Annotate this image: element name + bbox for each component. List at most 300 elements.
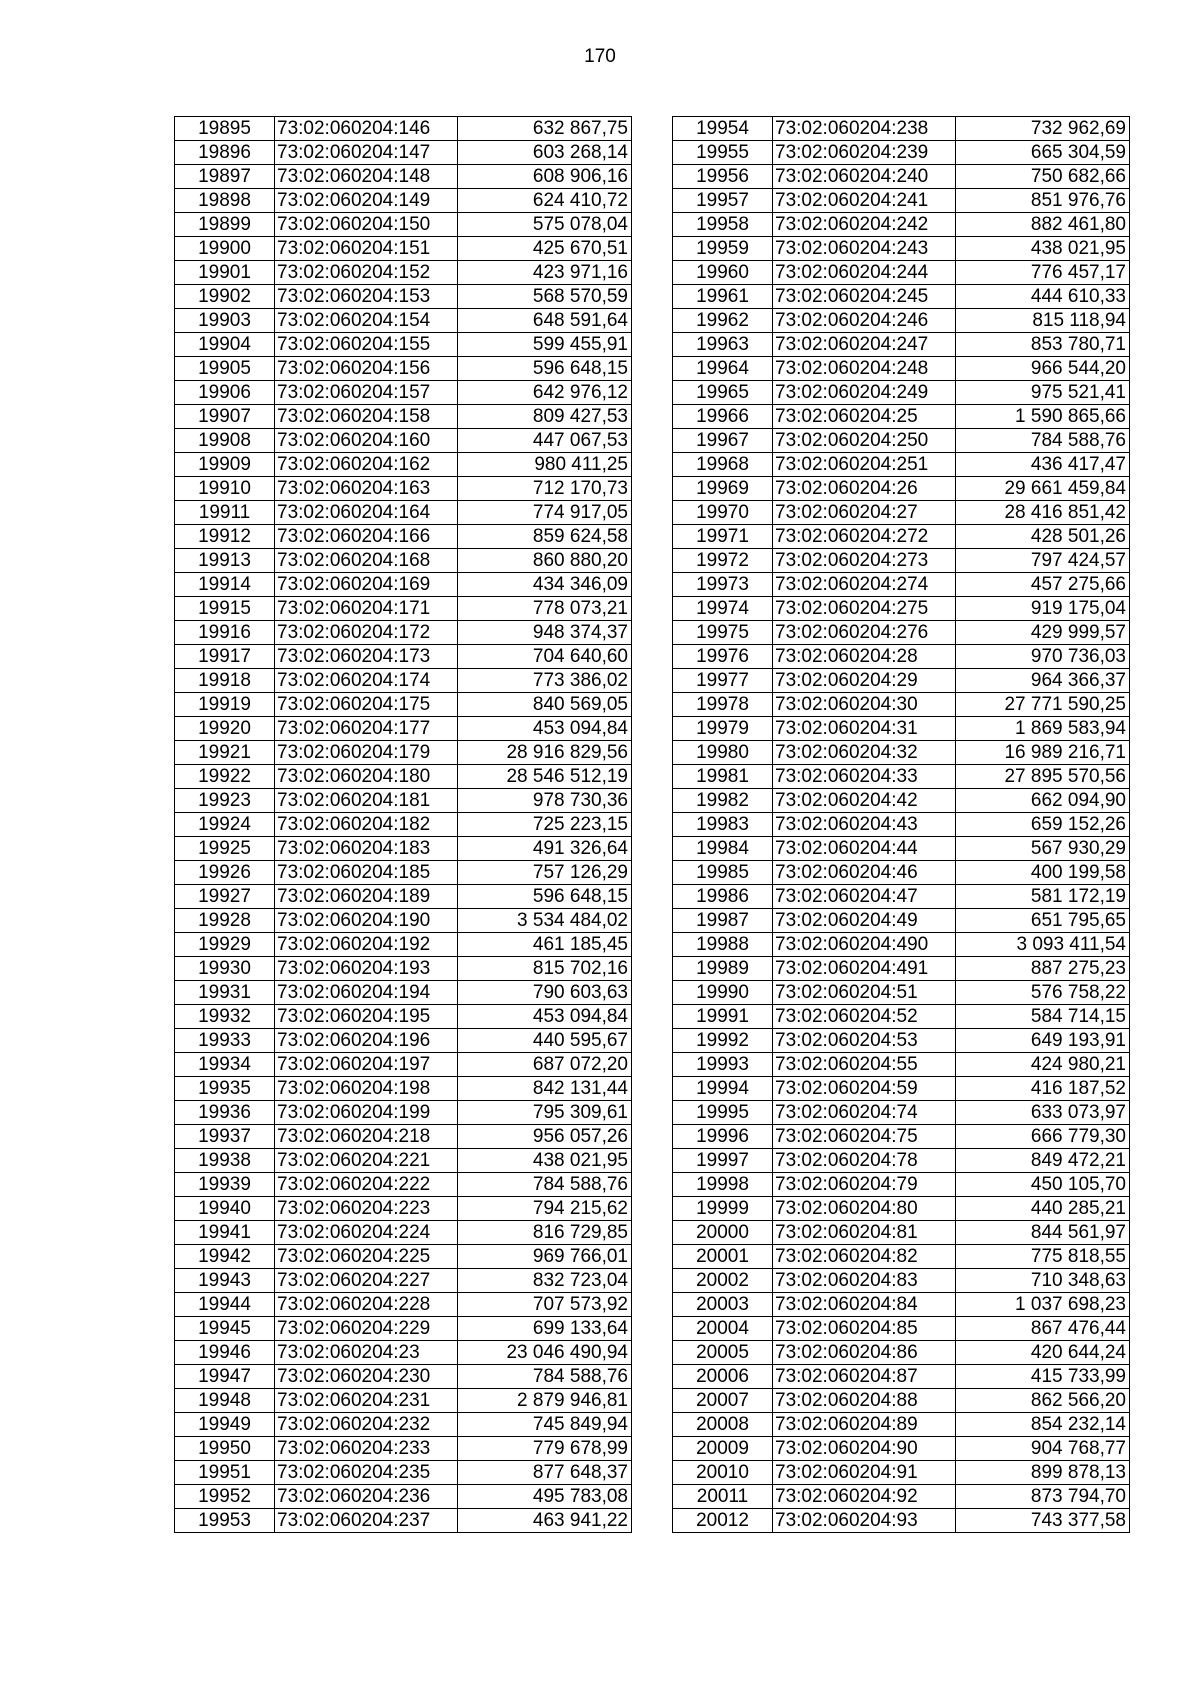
row-number-cell: 19963 — [673, 333, 773, 357]
row-number-cell: 19953 — [175, 1509, 275, 1533]
value-cell: 784 588,76 — [458, 1365, 632, 1389]
table-row — [175, 957, 632, 981]
row-number-cell: 19906 — [175, 381, 275, 405]
row-number-cell: 19914 — [175, 573, 275, 597]
row-number-cell: 19898 — [175, 189, 275, 213]
value-cell: 642 976,12 — [458, 381, 632, 405]
value-cell: 757 126,29 — [458, 861, 632, 885]
table-row — [175, 1509, 632, 1533]
table-row — [673, 813, 1130, 837]
row-number-cell: 19981 — [673, 765, 773, 789]
row-number-cell: 19975 — [673, 621, 773, 645]
cadastral-number-cell: 73:02:060204:236 — [275, 1485, 458, 1509]
table-row — [673, 477, 1130, 501]
cadastral-number-cell: 73:02:060204:224 — [275, 1221, 458, 1245]
cadastral-number-cell: 73:02:060204:173 — [275, 645, 458, 669]
table-row — [175, 1101, 632, 1125]
table-row — [175, 525, 632, 549]
value-cell: 687 072,20 — [458, 1053, 632, 1077]
cadastral-number-cell: 73:02:060204:92 — [773, 1485, 956, 1509]
value-cell: 707 573,92 — [458, 1293, 632, 1317]
cadastral-number-cell: 73:02:060204:241 — [773, 189, 956, 213]
table-row — [175, 213, 632, 237]
value-cell: 840 569,05 — [458, 693, 632, 717]
cadastral-number-cell: 73:02:060204:23 — [275, 1341, 458, 1365]
value-cell: 699 133,64 — [458, 1317, 632, 1341]
value-cell: 882 461,80 — [956, 213, 1130, 237]
row-number-cell: 19924 — [175, 813, 275, 837]
cadastral-number-cell: 73:02:060204:166 — [275, 525, 458, 549]
row-number-cell: 19938 — [175, 1149, 275, 1173]
table-row — [673, 285, 1130, 309]
table-row — [673, 1173, 1130, 1197]
row-number-cell: 19908 — [175, 429, 275, 453]
table-row — [673, 1293, 1130, 1317]
value-cell: 453 094,84 — [458, 1005, 632, 1029]
row-number-cell: 19947 — [175, 1365, 275, 1389]
value-cell: 659 152,26 — [956, 813, 1130, 837]
value-cell: 784 588,76 — [956, 429, 1130, 453]
table-row — [673, 1005, 1130, 1029]
table-row — [673, 165, 1130, 189]
table-row — [175, 1125, 632, 1149]
table-row — [673, 573, 1130, 597]
value-cell: 867 476,44 — [956, 1317, 1130, 1341]
row-number-cell: 19988 — [673, 933, 773, 957]
table-row — [175, 453, 632, 477]
row-number-cell: 19900 — [175, 237, 275, 261]
value-cell: 774 917,05 — [458, 501, 632, 525]
cadastral-number-cell: 73:02:060204:46 — [773, 861, 956, 885]
value-cell: 575 078,04 — [458, 213, 632, 237]
table-row — [673, 1413, 1130, 1437]
value-cell: 970 736,03 — [956, 645, 1130, 669]
row-number-cell: 19919 — [175, 693, 275, 717]
row-number-cell: 19985 — [673, 861, 773, 885]
row-number-cell: 19969 — [673, 477, 773, 501]
table-row — [175, 1413, 632, 1437]
cadastral-number-cell: 73:02:060204:231 — [275, 1389, 458, 1413]
cadastral-number-cell: 73:02:060204:160 — [275, 429, 458, 453]
table-row — [175, 285, 632, 309]
table-row — [673, 1101, 1130, 1125]
table-row — [673, 381, 1130, 405]
cadastral-number-cell: 73:02:060204:87 — [773, 1365, 956, 1389]
cadastral-number-cell: 73:02:060204:490 — [773, 933, 956, 957]
value-cell: 794 215,62 — [458, 1197, 632, 1221]
table-row — [175, 981, 632, 1005]
cadastral-number-cell: 73:02:060204:192 — [275, 933, 458, 957]
row-number-cell: 19948 — [175, 1389, 275, 1413]
cadastral-number-cell: 73:02:060204:81 — [773, 1221, 956, 1245]
cadastral-number-cell: 73:02:060204:175 — [275, 693, 458, 717]
row-number-cell: 19897 — [175, 165, 275, 189]
value-cell: 790 603,63 — [458, 981, 632, 1005]
left-registry-table — [174, 116, 632, 1533]
cadastral-number-cell: 73:02:060204:88 — [773, 1389, 956, 1413]
value-cell: 860 880,20 — [458, 549, 632, 573]
row-number-cell: 19941 — [175, 1221, 275, 1245]
value-cell: 877 648,37 — [458, 1461, 632, 1485]
table-row — [175, 741, 632, 765]
row-number-cell: 19929 — [175, 933, 275, 957]
value-cell: 776 457,17 — [956, 261, 1130, 285]
row-number-cell: 19935 — [175, 1077, 275, 1101]
table-row — [673, 1269, 1130, 1293]
row-number-cell: 19993 — [673, 1053, 773, 1077]
cadastral-number-cell: 73:02:060204:276 — [773, 621, 956, 645]
table-row — [175, 1053, 632, 1077]
cadastral-number-cell: 73:02:060204:52 — [773, 1005, 956, 1029]
row-number-cell: 19984 — [673, 837, 773, 861]
row-number-cell: 19946 — [175, 1341, 275, 1365]
row-number-cell: 19979 — [673, 717, 773, 741]
value-cell: 584 714,15 — [956, 1005, 1130, 1029]
table-row — [673, 525, 1130, 549]
row-number-cell: 19904 — [175, 333, 275, 357]
cadastral-number-cell: 73:02:060204:146 — [275, 117, 458, 141]
table-row — [673, 213, 1130, 237]
table-row — [673, 1461, 1130, 1485]
table-row — [175, 1269, 632, 1293]
table-row — [175, 1197, 632, 1221]
cadastral-number-cell: 73:02:060204:168 — [275, 549, 458, 573]
value-cell: 28 916 829,56 — [458, 741, 632, 765]
row-number-cell: 19937 — [175, 1125, 275, 1149]
table-row — [673, 909, 1130, 933]
cadastral-number-cell: 73:02:060204:243 — [773, 237, 956, 261]
value-cell: 444 610,33 — [956, 285, 1130, 309]
table-row — [175, 261, 632, 285]
table-row — [175, 885, 632, 909]
value-cell: 495 783,08 — [458, 1485, 632, 1509]
cadastral-number-cell: 73:02:060204:154 — [275, 309, 458, 333]
value-cell: 919 175,04 — [956, 597, 1130, 621]
cadastral-number-cell: 73:02:060204:193 — [275, 957, 458, 981]
cadastral-number-cell: 73:02:060204:275 — [773, 597, 956, 621]
cadastral-number-cell: 73:02:060204:29 — [773, 669, 956, 693]
table-row — [175, 1341, 632, 1365]
table-row — [673, 1197, 1130, 1221]
table-row — [673, 1221, 1130, 1245]
row-number-cell: 19896 — [175, 141, 275, 165]
value-cell: 648 591,64 — [458, 309, 632, 333]
value-cell: 969 766,01 — [458, 1245, 632, 1269]
cadastral-number-cell: 73:02:060204:74 — [773, 1101, 956, 1125]
row-number-cell: 19983 — [673, 813, 773, 837]
row-number-cell: 19989 — [673, 957, 773, 981]
row-number-cell: 19944 — [175, 1293, 275, 1317]
value-cell: 599 455,91 — [458, 333, 632, 357]
cadastral-number-cell: 73:02:060204:189 — [275, 885, 458, 909]
table-row — [175, 861, 632, 885]
cadastral-number-cell: 73:02:060204:174 — [275, 669, 458, 693]
table-row — [175, 1029, 632, 1053]
table-row — [673, 621, 1130, 645]
value-cell: 400 199,58 — [956, 861, 1130, 885]
cadastral-number-cell: 73:02:060204:237 — [275, 1509, 458, 1533]
table-row — [673, 1317, 1130, 1341]
row-number-cell: 20012 — [673, 1509, 773, 1533]
value-cell: 23 046 490,94 — [458, 1341, 632, 1365]
value-cell: 1 590 865,66 — [956, 405, 1130, 429]
table-row — [673, 741, 1130, 765]
value-cell: 732 962,69 — [956, 117, 1130, 141]
value-cell: 809 427,53 — [458, 405, 632, 429]
cadastral-number-cell: 73:02:060204:150 — [275, 213, 458, 237]
value-cell: 904 768,77 — [956, 1437, 1130, 1461]
table-row — [175, 549, 632, 573]
cadastral-number-cell: 73:02:060204:246 — [773, 309, 956, 333]
cadastral-number-cell: 73:02:060204:86 — [773, 1341, 956, 1365]
cadastral-number-cell: 73:02:060204:31 — [773, 717, 956, 741]
value-cell: 453 094,84 — [458, 717, 632, 741]
value-cell: 1 037 698,23 — [956, 1293, 1130, 1317]
row-number-cell: 19926 — [175, 861, 275, 885]
table-row — [175, 501, 632, 525]
value-cell: 2 879 946,81 — [458, 1389, 632, 1413]
row-number-cell: 19955 — [673, 141, 773, 165]
value-cell: 1 869 583,94 — [956, 717, 1130, 741]
row-number-cell: 19978 — [673, 693, 773, 717]
value-cell: 568 570,59 — [458, 285, 632, 309]
table-row — [673, 1149, 1130, 1173]
value-cell: 596 648,15 — [458, 357, 632, 381]
row-number-cell: 19964 — [673, 357, 773, 381]
row-number-cell: 19961 — [673, 285, 773, 309]
row-number-cell: 20000 — [673, 1221, 773, 1245]
cadastral-number-cell: 73:02:060204:198 — [275, 1077, 458, 1101]
row-number-cell: 19911 — [175, 501, 275, 525]
row-number-cell: 19923 — [175, 789, 275, 813]
cadastral-number-cell: 73:02:060204:221 — [275, 1149, 458, 1173]
value-cell: 416 187,52 — [956, 1077, 1130, 1101]
cadastral-number-cell: 73:02:060204:55 — [773, 1053, 956, 1077]
table-row — [175, 765, 632, 789]
row-number-cell: 19952 — [175, 1485, 275, 1509]
row-number-cell: 19910 — [175, 477, 275, 501]
cadastral-number-cell: 73:02:060204:42 — [773, 789, 956, 813]
table-row — [673, 765, 1130, 789]
cadastral-number-cell: 73:02:060204:244 — [773, 261, 956, 285]
row-number-cell: 19995 — [673, 1101, 773, 1125]
cadastral-number-cell: 73:02:060204:248 — [773, 357, 956, 381]
table-row — [175, 597, 632, 621]
cadastral-number-cell: 73:02:060204:229 — [275, 1317, 458, 1341]
row-number-cell: 19998 — [673, 1173, 773, 1197]
cadastral-number-cell: 73:02:060204:157 — [275, 381, 458, 405]
cadastral-number-cell: 73:02:060204:172 — [275, 621, 458, 645]
value-cell: 450 105,70 — [956, 1173, 1130, 1197]
value-cell: 567 930,29 — [956, 837, 1130, 861]
table-row — [673, 1341, 1130, 1365]
value-cell: 596 648,15 — [458, 885, 632, 909]
table-row — [175, 1293, 632, 1317]
row-number-cell: 19991 — [673, 1005, 773, 1029]
value-cell: 649 193,91 — [956, 1029, 1130, 1053]
cadastral-number-cell: 73:02:060204:82 — [773, 1245, 956, 1269]
row-number-cell: 19959 — [673, 237, 773, 261]
value-cell: 778 073,21 — [458, 597, 632, 621]
table-row — [175, 309, 632, 333]
value-cell: 29 661 459,84 — [956, 477, 1130, 501]
cadastral-number-cell: 73:02:060204:190 — [275, 909, 458, 933]
value-cell: 3 534 484,02 — [458, 909, 632, 933]
row-number-cell: 19895 — [175, 117, 275, 141]
row-number-cell: 19943 — [175, 1269, 275, 1293]
page-number: 170 — [584, 46, 616, 67]
row-number-cell: 20011 — [673, 1485, 773, 1509]
table-row — [175, 165, 632, 189]
row-number-cell: 19934 — [175, 1053, 275, 1077]
row-number-cell: 19915 — [175, 597, 275, 621]
value-cell: 745 849,94 — [458, 1413, 632, 1437]
row-number-cell: 19922 — [175, 765, 275, 789]
cadastral-number-cell: 73:02:060204:162 — [275, 453, 458, 477]
cadastral-number-cell: 73:02:060204:242 — [773, 213, 956, 237]
cadastral-number-cell: 73:02:060204:183 — [275, 837, 458, 861]
value-cell: 775 818,55 — [956, 1245, 1130, 1269]
table-row — [175, 693, 632, 717]
cadastral-number-cell: 73:02:060204:225 — [275, 1245, 458, 1269]
value-cell: 851 976,76 — [956, 189, 1130, 213]
table-row — [175, 717, 632, 741]
row-number-cell: 19936 — [175, 1101, 275, 1125]
row-number-cell: 19927 — [175, 885, 275, 909]
cadastral-number-cell: 73:02:060204:233 — [275, 1437, 458, 1461]
table-row — [673, 237, 1130, 261]
table-row — [175, 1245, 632, 1269]
cadastral-number-cell: 73:02:060204:238 — [773, 117, 956, 141]
row-number-cell: 19958 — [673, 213, 773, 237]
value-cell: 447 067,53 — [458, 429, 632, 453]
cadastral-number-cell: 73:02:060204:49 — [773, 909, 956, 933]
cadastral-number-cell: 73:02:060204:148 — [275, 165, 458, 189]
table-row — [175, 621, 632, 645]
table-row — [673, 1485, 1130, 1509]
cadastral-number-cell: 73:02:060204:75 — [773, 1125, 956, 1149]
cadastral-number-cell: 73:02:060204:151 — [275, 237, 458, 261]
row-number-cell: 19933 — [175, 1029, 275, 1053]
value-cell: 666 779,30 — [956, 1125, 1130, 1149]
value-cell: 844 561,97 — [956, 1221, 1130, 1245]
table-row — [673, 1053, 1130, 1077]
value-cell: 420 644,24 — [956, 1341, 1130, 1365]
row-number-cell: 19920 — [175, 717, 275, 741]
row-number-cell: 19945 — [175, 1317, 275, 1341]
cadastral-number-cell: 73:02:060204:179 — [275, 741, 458, 765]
cadastral-number-cell: 73:02:060204:26 — [773, 477, 956, 501]
value-cell: 576 758,22 — [956, 981, 1130, 1005]
cadastral-number-cell: 73:02:060204:152 — [275, 261, 458, 285]
cadastral-number-cell: 73:02:060204:232 — [275, 1413, 458, 1437]
value-cell: 862 566,20 — [956, 1389, 1130, 1413]
table-row — [175, 1077, 632, 1101]
row-number-cell: 19912 — [175, 525, 275, 549]
table-row — [673, 1437, 1130, 1461]
table-row — [673, 1509, 1130, 1533]
row-number-cell: 20010 — [673, 1461, 773, 1485]
row-number-cell: 19901 — [175, 261, 275, 285]
value-cell: 27 771 590,25 — [956, 693, 1130, 717]
value-cell: 457 275,66 — [956, 573, 1130, 597]
table-row — [673, 933, 1130, 957]
row-number-cell: 19980 — [673, 741, 773, 765]
row-number-cell: 19965 — [673, 381, 773, 405]
row-number-cell: 19907 — [175, 405, 275, 429]
cadastral-number-cell: 73:02:060204:249 — [773, 381, 956, 405]
row-number-cell: 19967 — [673, 429, 773, 453]
value-cell: 424 980,21 — [956, 1053, 1130, 1077]
table-row — [175, 645, 632, 669]
value-cell: 665 304,59 — [956, 141, 1130, 165]
cadastral-number-cell: 73:02:060204:153 — [275, 285, 458, 309]
row-number-cell: 19909 — [175, 453, 275, 477]
row-number-cell: 20004 — [673, 1317, 773, 1341]
value-cell: 415 733,99 — [956, 1365, 1130, 1389]
value-cell: 816 729,85 — [458, 1221, 632, 1245]
cadastral-number-cell: 73:02:060204:491 — [773, 957, 956, 981]
table-row — [175, 1005, 632, 1029]
value-cell: 704 640,60 — [458, 645, 632, 669]
value-cell: 956 057,26 — [458, 1125, 632, 1149]
value-cell: 978 730,36 — [458, 789, 632, 813]
cadastral-number-cell: 73:02:060204:245 — [773, 285, 956, 309]
row-number-cell: 19949 — [175, 1413, 275, 1437]
table-row — [175, 909, 632, 933]
value-cell: 815 702,16 — [458, 957, 632, 981]
row-number-cell: 19930 — [175, 957, 275, 981]
value-cell: 624 410,72 — [458, 189, 632, 213]
cadastral-number-cell: 73:02:060204:147 — [275, 141, 458, 165]
table-row — [673, 333, 1130, 357]
value-cell: 712 170,73 — [458, 477, 632, 501]
table-row — [175, 837, 632, 861]
table-row — [673, 789, 1130, 813]
table-row — [175, 1485, 632, 1509]
cadastral-number-cell: 73:02:060204:27 — [773, 501, 956, 525]
cadastral-number-cell: 73:02:060204:158 — [275, 405, 458, 429]
table-row — [673, 717, 1130, 741]
value-cell: 964 366,37 — [956, 669, 1130, 693]
row-number-cell: 19954 — [673, 117, 773, 141]
table-row — [175, 381, 632, 405]
cadastral-number-cell: 73:02:060204:44 — [773, 837, 956, 861]
cadastral-number-cell: 73:02:060204:272 — [773, 525, 956, 549]
cadastral-number-cell: 73:02:060204:163 — [275, 477, 458, 501]
value-cell: 980 411,25 — [458, 453, 632, 477]
table-row — [673, 405, 1130, 429]
cadastral-number-cell: 73:02:060204:91 — [773, 1461, 956, 1485]
cadastral-number-cell: 73:02:060204:84 — [773, 1293, 956, 1317]
cadastral-number-cell: 73:02:060204:195 — [275, 1005, 458, 1029]
row-number-cell: 19905 — [175, 357, 275, 381]
row-number-cell: 19966 — [673, 405, 773, 429]
row-number-cell: 20002 — [673, 1269, 773, 1293]
value-cell: 608 906,16 — [458, 165, 632, 189]
value-cell: 710 348,63 — [956, 1269, 1130, 1293]
value-cell: 815 118,94 — [956, 309, 1130, 333]
cadastral-number-cell: 73:02:060204:90 — [773, 1437, 956, 1461]
table-row — [673, 1125, 1130, 1149]
cadastral-number-cell: 73:02:060204:93 — [773, 1509, 956, 1533]
cadastral-number-cell: 73:02:060204:177 — [275, 717, 458, 741]
table-row — [175, 789, 632, 813]
cadastral-number-cell: 73:02:060204:80 — [773, 1197, 956, 1221]
value-cell: 797 424,57 — [956, 549, 1130, 573]
value-cell: 849 472,21 — [956, 1149, 1130, 1173]
row-number-cell: 20006 — [673, 1365, 773, 1389]
